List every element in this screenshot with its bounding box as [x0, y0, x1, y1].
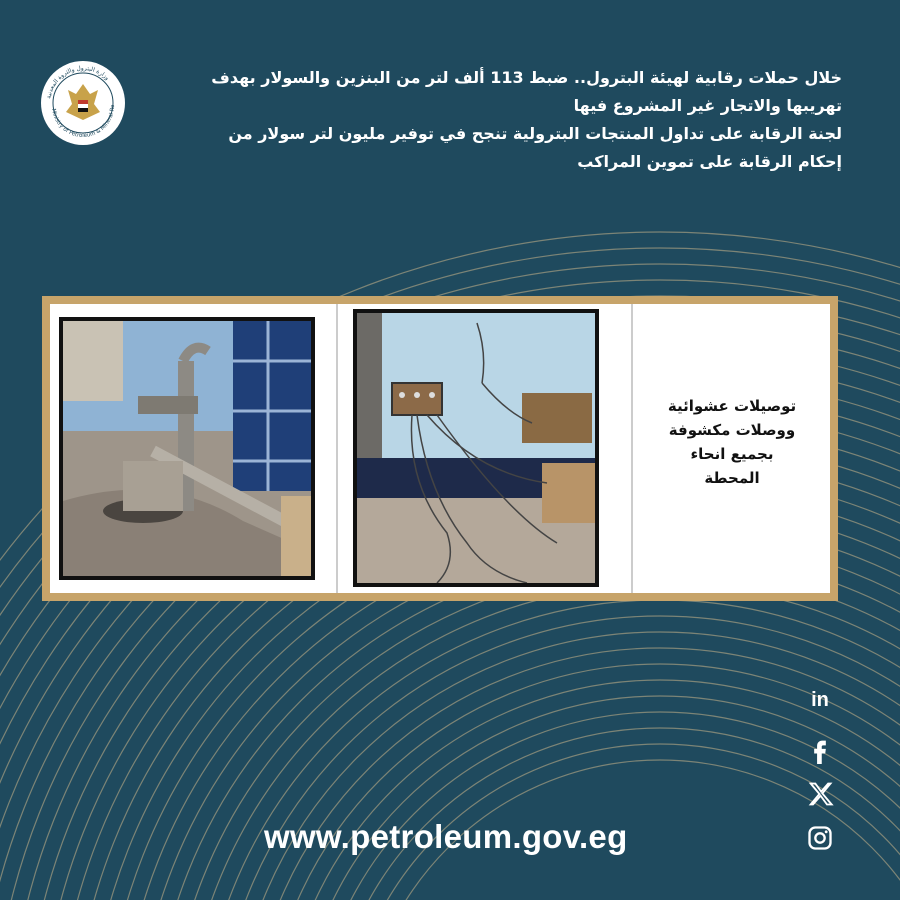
- caption-line: ووصلات مكشوفة: [668, 421, 796, 439]
- caption-line: توصيلات عشوائية: [667, 397, 797, 415]
- headline-line: إحكام الرقابة على تموين المراكب: [577, 152, 842, 171]
- x-icon[interactable]: [806, 780, 834, 808]
- instagram-icon[interactable]: [806, 824, 834, 852]
- headline-line: خلال حملات رقابية لهيئة البترول.. ضبط 113 ألف لتر من البنزين والسولار بهدف: [211, 68, 842, 87]
- photo-panel-inner: [50, 304, 830, 593]
- photo-cables: [353, 309, 599, 587]
- headline: [122, 64, 842, 176]
- photo-caption: [642, 394, 822, 490]
- headline-line: تهريبها والاتجار غير المشروع فيها: [573, 96, 842, 115]
- photo-pipes: [59, 317, 315, 580]
- svg-text:Ministry of Petroleum & Minera: Ministry of Petroleum & Mineral Re: [50, 104, 117, 140]
- caption-line: بجميع انحاء: [690, 445, 774, 463]
- svg-text:وزارة البترول والثروة المعدنية: وزارة البترول والثروة المعدنية: [45, 64, 111, 100]
- caption-line: المحطة: [704, 469, 760, 487]
- linkedin-icon[interactable]: in: [811, 688, 829, 711]
- panel-divider: [631, 304, 633, 593]
- headline-line: لجنة الرقابة على تداول المنتجات البترولية تنجح في توفير مليون لتر سولار من: [228, 124, 842, 143]
- panel-divider: [336, 304, 338, 593]
- facebook-icon[interactable]: [806, 736, 834, 764]
- website-url[interactable]: www.petroleum.gov.eg: [264, 818, 628, 855]
- photo-panel: [42, 296, 838, 601]
- ministry-logo: [40, 60, 126, 146]
